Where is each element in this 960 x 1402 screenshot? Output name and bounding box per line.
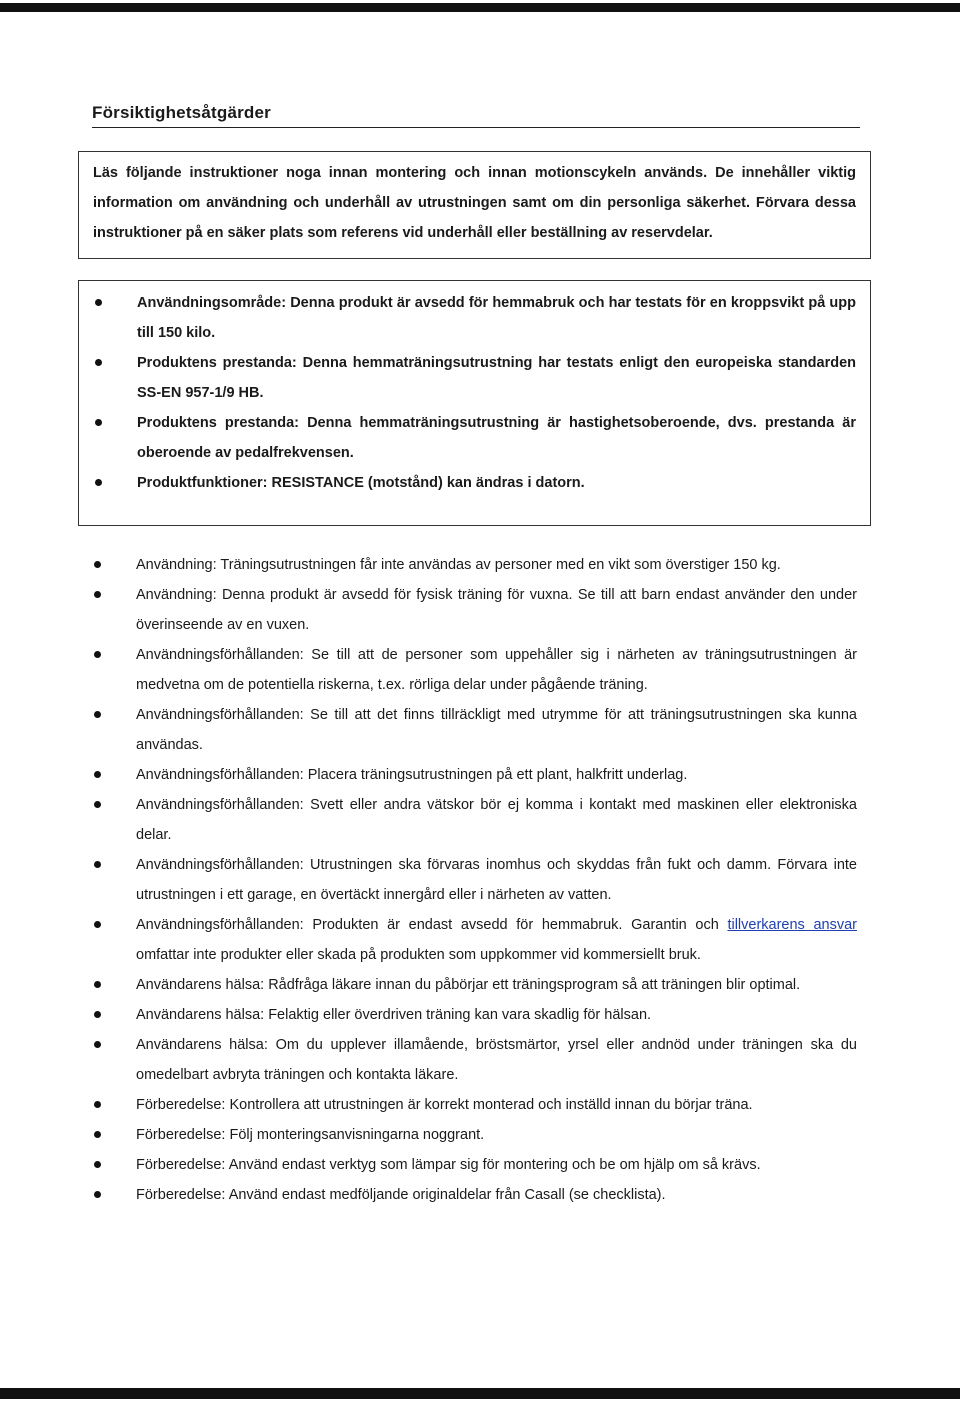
list-item: Användningsförhållanden: Se till att de personer som uppehåller sig i närheten av träningsutrustningen är medvetna om de potentiella riskerna, t.ex. rörliga delar under pågående träning. — [92, 640, 857, 700]
list-item: Användningsförhållanden: Svett eller andra vätskor bör ej komma i kontakt med maskinen eller elektroniska delar. — [92, 790, 857, 850]
list-item: Användningsförhållanden: Utrustningen ska förvaras inomhus och skyddas från fukt och damm. Förvara inte utrustningen i ett garage, en övertäckt innergård eller i närheten av vatten. — [92, 850, 857, 910]
list-item: Användarens hälsa: Om du upplever illamående, bröstsmärtor, yrsel eller andnöd under träningen ska du omedelbart avbryta träningen och kontakta läkare. — [92, 1030, 857, 1090]
bullet-icon — [94, 1041, 101, 1048]
bullet-icon — [95, 359, 102, 366]
intro-box — [78, 151, 871, 259]
list-item: Användningsområde: Denna produkt är avsedd för hemmabruk och har testats för en kroppsvikt på upp till 150 kilo. — [93, 288, 856, 348]
list-item: Användningsförhållanden: Placera träningsutrustningen på ett plant, halkfritt underlag. — [92, 760, 857, 790]
list-item: Användning: Denna produkt är avsedd för fysisk träning för vuxna. Se till att barn endast använder den under överinseende av en vuxen. — [92, 580, 857, 640]
bullet-icon — [94, 1131, 101, 1138]
bottom-border-bar — [0, 1388, 960, 1399]
list-item: Användning: Träningsutrustningen får inte användas av personer med en vikt som överstiger 150 kg. — [92, 550, 857, 580]
bullet-icon — [94, 1011, 101, 1018]
precautions-list — [92, 550, 857, 1210]
list-item: Användningsförhållanden: Se till att det finns tillräckligt med utrymme för att träningsutrustningen ska kunna användas. — [92, 700, 857, 760]
bullet-icon — [95, 299, 102, 306]
bullet-icon — [94, 561, 101, 568]
spec-box — [78, 280, 871, 526]
list-item: Förberedelse: Använd endast medföljande originaldelar från Casall (se checklista). — [92, 1180, 857, 1210]
manufacturer-liability-link[interactable]: tillverkarens ansvar — [727, 917, 857, 933]
bullet-icon — [94, 771, 101, 778]
precautions-section — [92, 550, 857, 1210]
spec-list — [93, 288, 856, 498]
list-item: Produktens prestanda: Denna hemmaträningsutrustning har testats enligt den europeiska standarden SS-EN 957-1/9 HB. — [93, 348, 856, 408]
list-item: Användarens hälsa: Rådfråga läkare innan du påbörjar ett träningsprogram så att träningen blir optimal. — [92, 970, 857, 1000]
bullet-icon — [94, 981, 101, 988]
bullet-icon — [95, 419, 102, 426]
bullet-icon — [94, 861, 101, 868]
list-item: Produktfunktioner: RESISTANCE (motstånd) kan ändras i datorn. — [93, 468, 856, 498]
bullet-icon — [94, 651, 101, 658]
bullet-icon — [94, 591, 101, 598]
intro-text: Läs följande instruktioner noga innan montering och innan motionscykeln används. De innehåller viktig information om användning och underhåll av utrustningen samt om din personliga säkerhet. Förvara dessa instruktioner på en säker plats som referens vid underhåll eller beställning av reservdelar. — [93, 165, 856, 241]
bullet-icon — [94, 1161, 101, 1168]
list-item: Produktens prestanda: Denna hemmaträningsutrustning är hastighetsoberoende, dvs. prestanda är oberoende av pedalfrekvensen. — [93, 408, 856, 468]
list-item: Förberedelse: Använd endast verktyg som lämpar sig för montering och be om hjälp om så krävs. — [92, 1150, 857, 1180]
bullet-icon — [95, 479, 102, 486]
bullet-icon — [94, 1101, 101, 1108]
bullet-icon — [94, 921, 101, 928]
list-item: Förberedelse: Kontrollera att utrustningen är korrekt monterad och inställd innan du börjar träna. — [92, 1090, 857, 1120]
bullet-icon — [94, 801, 101, 808]
top-border-bar — [0, 3, 960, 12]
list-item: Användarens hälsa: Felaktig eller överdriven träning kan vara skadlig för hälsan. — [92, 1000, 857, 1030]
list-item-warranty: Användningsförhållanden: Produkten är endast avsedd för hemmabruk. Garantin och tillverkarens ansvar omfattar inte produkter eller skada på produkten som uppkommer vid kommersiellt bruk. — [92, 910, 857, 970]
page-title: Försiktighetsåtgärder — [92, 103, 860, 128]
bullet-icon — [94, 1191, 101, 1198]
bullet-icon — [94, 711, 101, 718]
list-item: Förberedelse: Följ monteringsanvisningarna noggrant. — [92, 1120, 857, 1150]
